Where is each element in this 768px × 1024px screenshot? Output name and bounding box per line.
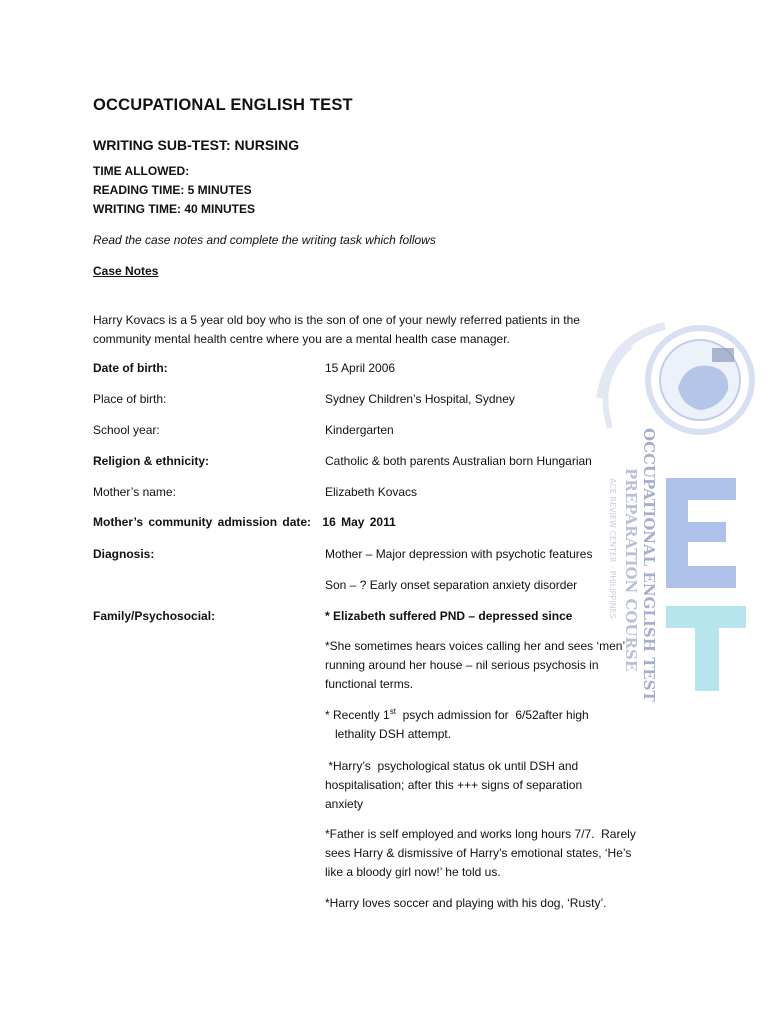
intro-line-2: community mental health centre where you are a mental health case manager.	[93, 332, 510, 346]
note-harry-status-line-3: anxiety	[325, 797, 364, 811]
family-psychosocial-label: Family/Psychosocial:	[93, 609, 216, 623]
note-voices-line-3: functional terms.	[325, 677, 414, 691]
pob-label: Place of birth:	[93, 392, 167, 406]
school-label: School year:	[93, 423, 160, 437]
admission-date-label: Mother’s community admission date:	[93, 515, 312, 529]
watermark-line-2: PREPARATION COURSE	[622, 468, 640, 672]
page-title: OCCUPATIONAL ENGLISH TEST	[93, 96, 353, 114]
note-admission	[325, 706, 665, 744]
watermark-line-1: OCCUPATIONAL ENGLISH TEST	[640, 428, 658, 702]
mother-name-value: Elizabeth Kovacs	[325, 485, 418, 499]
religion-value: Catholic & both parents Australian born Hungarian	[325, 454, 592, 468]
note-harry-status-line-2: hospitalisation; after this +++ signs of separation	[325, 778, 583, 792]
note-voices-line-1: *She sometimes hears voices calling her and sees ‘men’	[325, 639, 626, 653]
diagnosis-mother: Mother – Major depression with psychotic features	[325, 547, 593, 561]
instruction-text: Read the case notes and complete the writing task which follows	[93, 233, 436, 247]
religion-label: Religion & ethnicity:	[93, 454, 210, 468]
admission-date-line	[93, 515, 396, 529]
note-father-line-3: like a bloody girl now!’ he told us.	[325, 865, 501, 879]
diagnosis-label: Diagnosis:	[93, 547, 155, 561]
note-harry-status	[325, 757, 665, 814]
reading-time: READING TIME: 5 MINUTES	[93, 183, 252, 197]
note-soccer: *Harry loves soccer and playing with his dog, ‘Rusty’.	[325, 896, 607, 910]
note-harry-status-line-1: *Harry’s psychological status ok until DSH and	[325, 759, 579, 773]
note-admission-pre: * Recently 1	[325, 708, 390, 722]
school-value: Kindergarten	[325, 423, 394, 437]
mother-name-label: Mother’s name:	[93, 485, 176, 499]
note-father	[325, 825, 665, 882]
dob-label: Date of birth:	[93, 361, 168, 375]
note-voices-line-2: running around her house – nil serious psychosis in	[325, 658, 599, 672]
dob-value: 15 April 2006	[325, 361, 396, 375]
note-father-line-1: *Father is self employed and works long hours 7/7. Rarely	[325, 827, 636, 841]
writing-time: WRITING TIME: 40 MINUTES	[93, 202, 255, 216]
watermark-line-3: ACE REVIEW CENTER - PHILIPPINES	[608, 478, 617, 619]
case-notes-heading: Case Notes	[93, 264, 159, 278]
admission-date-value: 16 May 2011	[322, 515, 396, 529]
note-admission-line-1	[325, 706, 665, 725]
intro-line-1: Harry Kovacs is a 5 year old boy who is the son of one of your newly referred patients in the	[93, 313, 580, 327]
pob-value: Sydney Children’s Hospital, Sydney	[325, 392, 515, 406]
note-admission-sup: st	[389, 707, 396, 716]
intro-paragraph	[93, 311, 633, 349]
note-father-line-2: sees Harry & dismissive of Harry’s emotional states, ‘He’s	[325, 846, 632, 860]
note-admission-post: psych admission for 6/52after high	[395, 708, 589, 722]
oet-logo-icon	[590, 318, 760, 708]
page-subtitle: WRITING SUB-TEST: NURSING	[93, 137, 300, 153]
note-pnd: * Elizabeth suffered PND – depressed since	[325, 609, 573, 623]
diagnosis-son: Son – ? Early onset separation anxiety disorder	[325, 578, 578, 592]
time-allowed: TIME ALLOWED:	[93, 164, 190, 178]
note-admission-line-2: lethality DSH attempt.	[335, 727, 452, 741]
